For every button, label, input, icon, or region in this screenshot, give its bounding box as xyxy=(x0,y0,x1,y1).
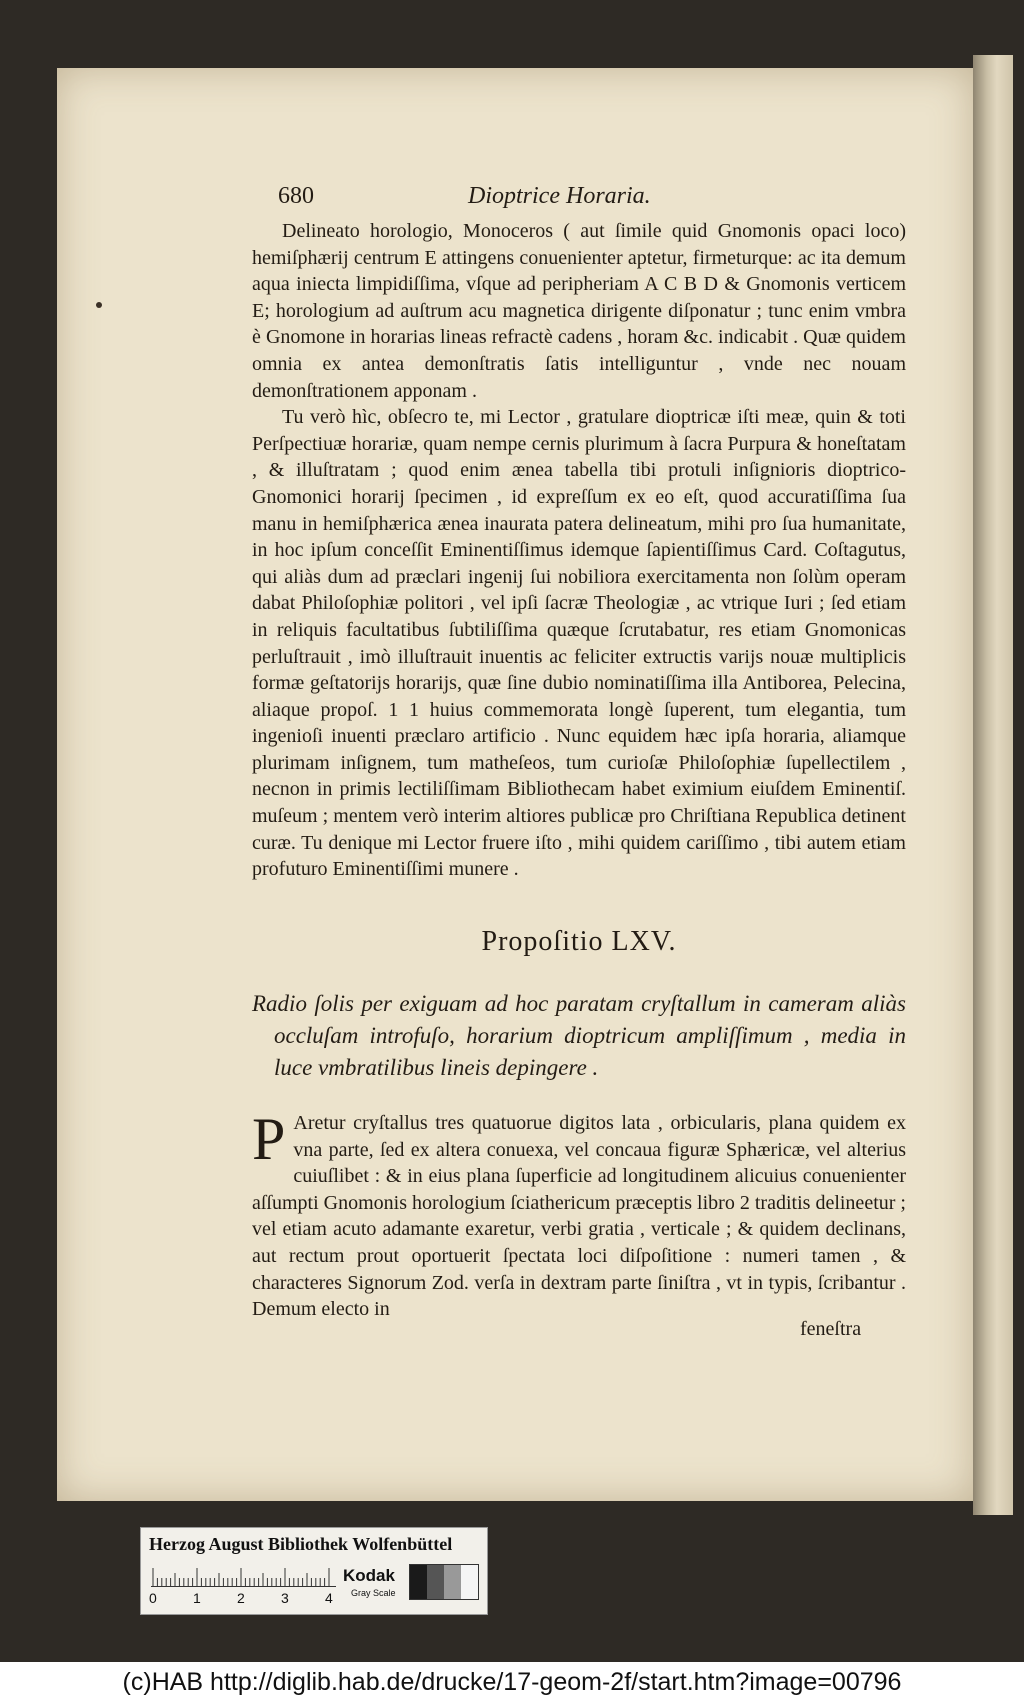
paragraph-2: Tu verò hìc, obſecro te, mi Lector , gratulare dioptricæ iſti meæ, quin & toti Perſpectiuæ horariæ, quam nempe cernis plurimum à ſacra Purpura & honeſtatam , & illuſtratam ; quod enim ænea tabella tibi protuli inſignioris dioptrico-Gnomonici horarij ſpecimen , id expreſſum ex eo eſt, quod accuratiſſima ſua manu in hemiſphærica ænea inaurata patera delineatum, mihi pro ſua humanitate, in hoc ipſum conceſſit Eminentiſſimus idemque ſapientiſſimus Card. Coſtagutus, qui aliàs dum ad præclari ingenij ſui nobiliora exercitamenta non ſolùm operam dabat Philoſophiæ politori , vel ipſi ſacræ Theologiæ , ac vtrique Iuri ; ſed etiam in reliquis facultatibus ſubtiliſſima quæque ſcrutabatur, res etiam Gnomonicas perluſtrauit , imò illuſtrauit inuentis ac feliciter extructis varijs nouæ multiplicis formæ geſtatorijs horarijs, quæ ſine dubio nominatiſſima illa Antiborea, Pelecina, aliaque propoſ. 1 1 huius commemorata longè ſuperent, tum elegantia, tum ingenioſi inuenti præclaro artificio . Nunc equidem hæc ipſa horaria, aliamque plurimam inſignem, tum matheſeos, tum curioſæ Philoſophiæ ſupellectilem , necnon in primis lectiliſſimam Bibliothecam habet eximium eiuſdem Eminentiſ. muſeum ; mentem verò interim altiores publicæ pro Chriſtiana Republica detinent curæ. Tu denique mi Lector fruere iſto , mihi quidem cariſſimo , tibi autem etiam profuturo Eminentiſſimi munere . xyxy=(252,406,906,881)
paragraph-3: Aretur cryſtallus tres quatuorue digitos lata , orbicularis, plana quidem ex vna parte, ſed ex altera conuexa, vel concaua figuræ Sphæricæ, vel alterius cuiuſlibet : & in eius plana ſuperficie ad longitudinem alicuius conuenienter aſſumpti Gnomonis horologium ſciathericum præceptis libro 2 traditis delineetur ; vel etiam acuto adamante exaretur, verbi gratia , verticale ; & quidem declinans, aut rectum prout oportuerit ſpectata loci diſpoſitione : numeri tamen , & characteres Signorum Zod. verſa in dextram parte ſiniſtra , vt in typis, ſcribantur . Demum electo in xyxy=(252,1112,906,1321)
body-text-top xyxy=(252,218,906,883)
gray-patch xyxy=(461,1565,478,1599)
drop-capital: P xyxy=(252,1106,286,1172)
gray-scale-patches xyxy=(409,1564,479,1600)
proposition-enunciation xyxy=(252,988,906,1084)
ruler-number: 3 xyxy=(281,1590,289,1606)
catchword: feneſtra xyxy=(800,1318,862,1340)
kodak-logo: Kodak xyxy=(343,1566,395,1585)
page-header xyxy=(278,183,918,215)
paragraph-1: Delineato horologio, Monoceros ( aut ſimile quid Gnomonis opaci loco) hemiſphærij centrum E attingens conuenienter aptetur, firmeturque: ac ita demum aqua iniecta limpidiſſima, vſque ad peripheriam A C B D & Gnomonis verticem E; horologium ad auſtrum acu magnetica dirigente diſponatur ; tunc enim vmbra è Gnomone in horarias lineas refractè cadens , horam &c. indicabit . Quæ quidem omnia ex antea demonſtratis ſatis intelliguntur , vnde nec nouam demonſtrationem apponam . xyxy=(252,220,906,402)
gray-patch xyxy=(410,1565,427,1599)
proposition-title: Propoſitio LXV. xyxy=(481,926,677,957)
library-name: Herzog August Bibliothek Wolfenbüttel xyxy=(149,1534,453,1554)
running-title: Dioptrice Horaria. xyxy=(468,183,651,209)
library-color-strip xyxy=(140,1527,488,1615)
next-page-edge xyxy=(973,55,1013,1515)
ruler-number: 0 xyxy=(149,1590,157,1606)
ruler-number: 2 xyxy=(237,1590,245,1606)
ruler-number: 4 xyxy=(325,1590,333,1606)
body-text-bottom xyxy=(252,1106,906,1323)
ink-spot xyxy=(96,302,102,308)
ruler-number: 1 xyxy=(193,1590,201,1606)
ruler-numbers xyxy=(149,1590,349,1606)
ruler-scale xyxy=(151,1566,336,1587)
gray-patch xyxy=(444,1565,461,1599)
enunciation-text: Radio ſolis per exiguam ad hoc paratam cryſtallum in cameram aliàs occluſam introfuſo, horarium dioptricum ampliſſimum , media in luce vmbratilibus lineis depingere . xyxy=(252,991,906,1080)
image-credit: (c)HAB http://diglib.hab.de/drucke/17-geom-2f/start.htm?image=00796 xyxy=(0,1662,1024,1702)
page-number: 680 xyxy=(278,183,314,209)
gray-scale-label: Gray Scale xyxy=(351,1588,396,1598)
gray-patch xyxy=(427,1565,444,1599)
